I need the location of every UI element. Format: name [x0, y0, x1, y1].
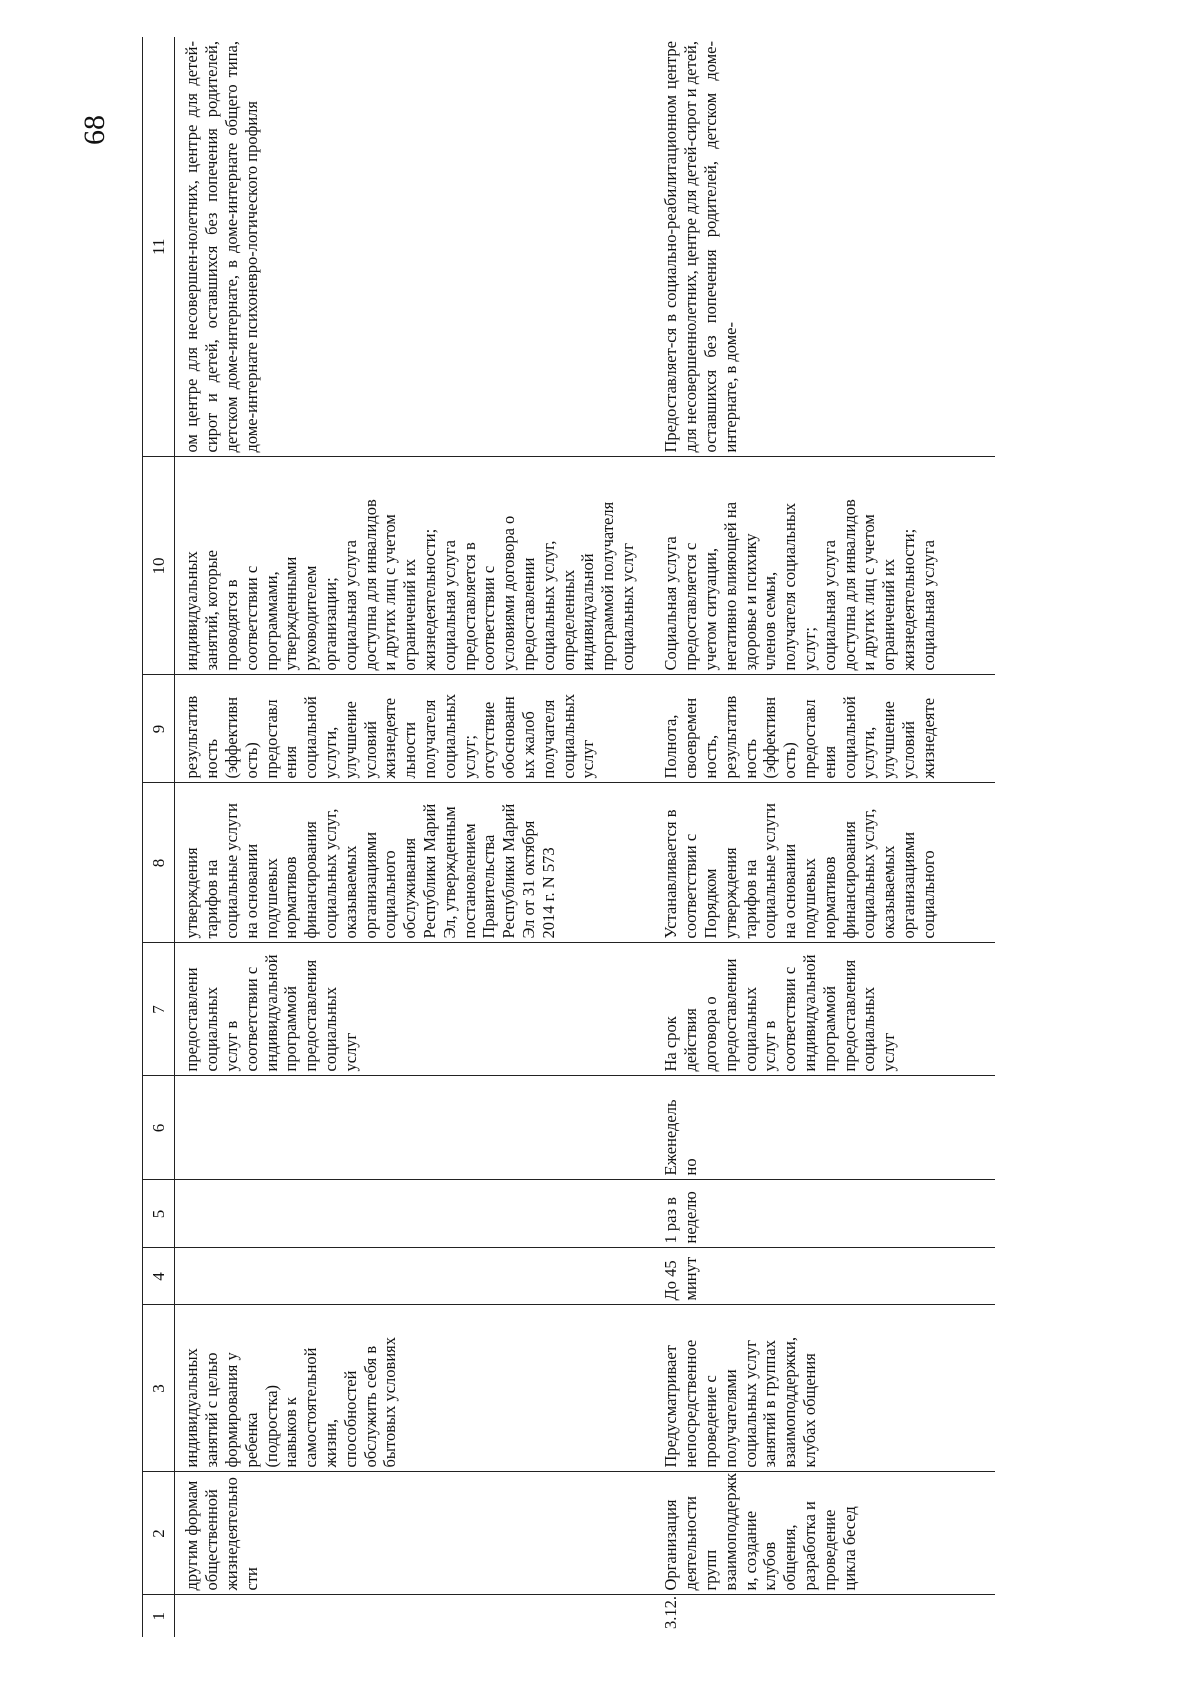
- table-cell-tariff: утверждения тарифов на социальные услуги на основании подушевых нормативов финансирования социальных услуг, оказываемых организациями социального обслуживания Республики Марий Эл, утвержденным постановлением Правительства Республики Марий Эл от 31 октября 2014 г. N 573: [175, 783, 655, 943]
- table-cell-frequency: Еженедель но: [654, 1076, 995, 1180]
- table-cell-frequency: [175, 1076, 655, 1180]
- column-header: 10: [143, 457, 175, 675]
- column-header: 11: [143, 37, 175, 457]
- column-header: 3: [143, 1305, 175, 1472]
- table-cell-quality: Полнота, своевремен ность, результатив ность (эффективн ость) предоставл ения социальной услуги, улучшение условий жизнедеяте: [654, 675, 995, 783]
- table-cell-description: индивидуальных занятий с целью формирования у ребенка (подростка) навыков к самостоятельной жизни, способностей обслужить себя в бытовых условиях: [175, 1305, 655, 1472]
- page-number: 68: [78, 115, 111, 145]
- rotated-page-content: [142, 37, 1062, 1637]
- table-cell-norm: [175, 1180, 655, 1248]
- table-cell-tariff: Устанавливается в соответствии с Порядком утверждения тарифов на социальные услуги на основании подушевых нормативов финансирования социальных услуг, оказываемых организациями социального: [654, 783, 995, 943]
- column-header: 6: [143, 1076, 175, 1180]
- table-cell-conditions: индивидуальных занятий, которые проводятся в соответствии с программами, утвержденными руководителем организации; социальная услуга доступна для инвалидов и других лиц с учетом ограничений их жизнедеятельности; социальная услуга предоставляется в соответствии с условиями договора о предоставлении социальных услуг, определенных индивидуальной программой получателя социальных услуг: [175, 457, 655, 675]
- table-cell-service-name: другим формам общественной жизнедеятельно сти: [175, 1472, 655, 1595]
- table-cell-organizations: Предоставляет-ся в социально-реабилитационном центре для несовершеннолетних, центре для детей-сирот и детей, оставшихся без попечения родителей, детском доме-интернате, в доме-: [654, 37, 995, 457]
- column-header: 9: [143, 675, 175, 783]
- table-cell-service-name: Организация деятельности групп взаимоподдержк и, создание клубов общения, разработка и проведение цикла бесед: [654, 1472, 995, 1595]
- column-header: 2: [143, 1472, 175, 1595]
- table-cell-duration: До 45 минут: [654, 1248, 995, 1305]
- column-header: 8: [143, 783, 175, 943]
- table-cell-term: На срок действия договора о предоставлении социальных услуг в соответствии с индивидуальной программой предоставления социальных услуг: [654, 943, 995, 1076]
- services-table: [142, 37, 995, 1637]
- table-cell-norm: 1 раз в неделю: [654, 1180, 995, 1248]
- table-cell-description: Предусматривает непосредственное проведение с получателями социальных услуг занятий в группах взаимоподдержки, клубах общения: [654, 1305, 995, 1472]
- table-cell-duration: [175, 1248, 655, 1305]
- column-header: 1: [143, 1595, 175, 1637]
- table-cell-number: 3.12.: [661, 1596, 681, 1629]
- table-header-row: [143, 37, 175, 1637]
- column-header: 5: [143, 1180, 175, 1248]
- table-cell-organizations: ом центре для несовершен-нолетних, центре для детей-сирот и детей, оставшихся без попечения родителей, детском доме-интернате, в доме-интернате общего типа, доме-интернате психоневро-логического профиля: [175, 37, 655, 457]
- table-cell-conditions: Социальная услуга предоставляется с учетом ситуации, негативно влияющей на здоровье и психику членов семьи, получателя социальных услуг; социальная услуга доступна для инвалидов и других лиц с учетом ограничений их жизнедеятельности; социальная услуга: [654, 457, 995, 675]
- table-cell-number: [175, 1595, 655, 1637]
- column-header: 7: [143, 943, 175, 1076]
- table-cell-term: предоставлени социальных услуг в соответствии с индивидуальной программой предоставления социальных услуг: [175, 943, 655, 1076]
- table-row: [175, 37, 655, 1637]
- table-row: [654, 37, 995, 1637]
- column-header: 4: [143, 1248, 175, 1305]
- table-cell-quality: результатив ность (эффективн ость) предоставл ения социальной услуги, улучшение условий жизнедеяте льности получателя социальных услуг; отсутствие обоснованн ых жалоб получателя социальных услуг: [175, 675, 655, 783]
